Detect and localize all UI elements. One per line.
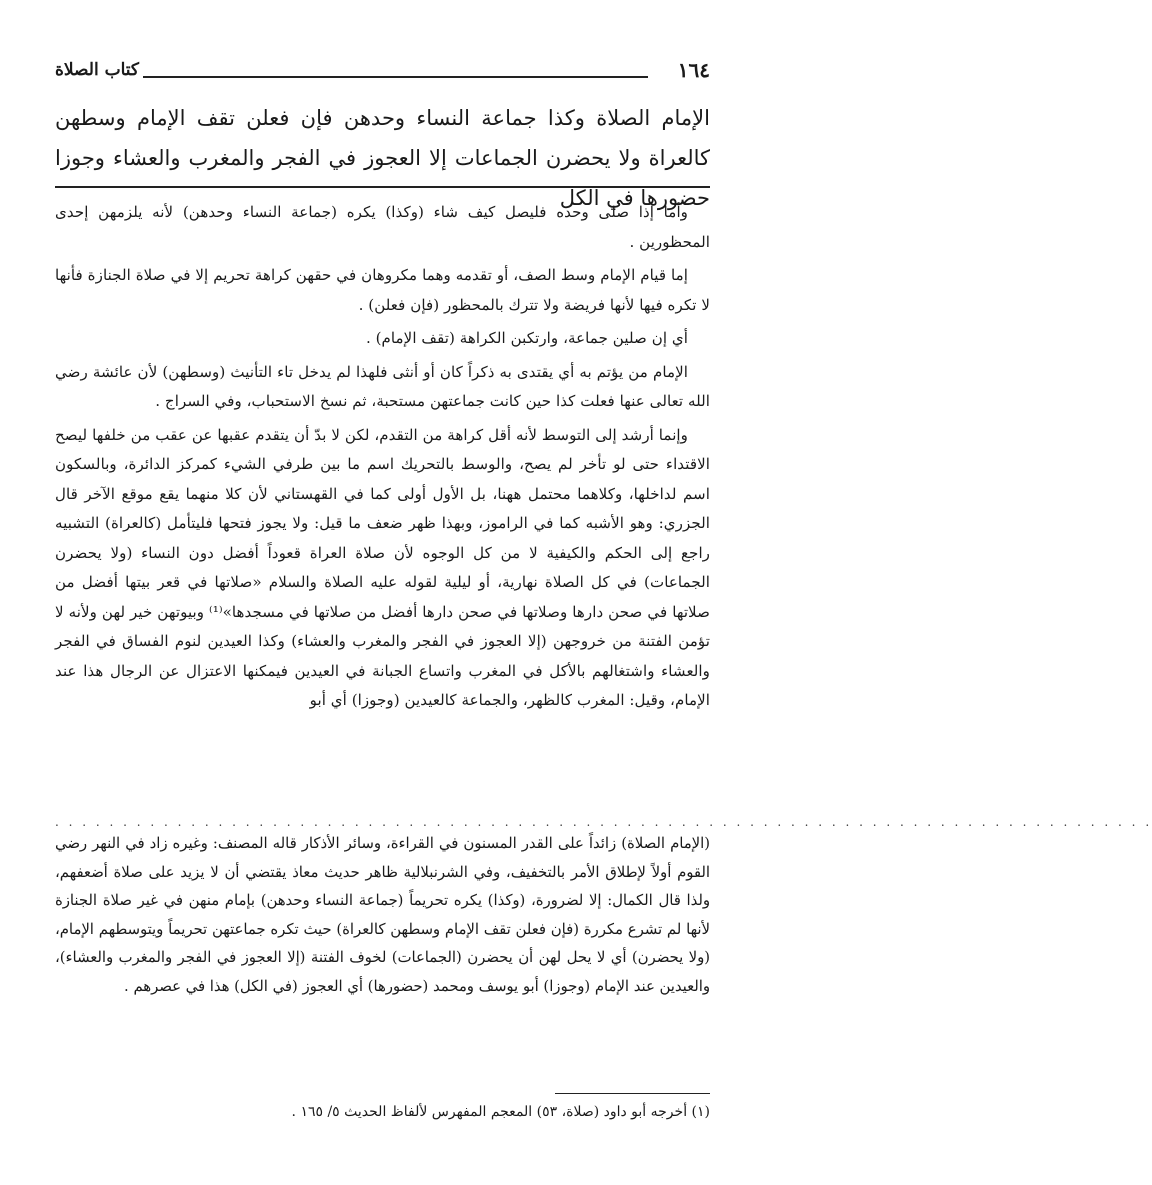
footnote: (١) أخرجه أبو داود (صلاة، ٥٣) المعجم المفهرس لألفاظ الحديث ٥/ ١٦٥ . — [291, 1104, 710, 1120]
matn-text: الإمام الصلاة وكذا جماعة النساء وحدهن فإن فعلن تقف الإمام وسطهن كالعراة ولا يحضرن الجماعات إلا العجوز في الفجر والمغرب والعشاء وجوزا حضورها في الكل — [55, 106, 710, 210]
running-title: كتاب الصلاة — [55, 60, 140, 80]
matn-divider — [55, 186, 710, 188]
hashiya-gloss: (الإمام الصلاة) زائداً على القدر المسنون في القراءة، وسائر الأذكار قاله المصنف: وغيره زاد في النهر رضي القوم أولاً لإطلاق الأمر بالتخفيف، وفي الشرنبلالية ظاهر حديث معاذ يقتضي أن لا يزيد على صلاة أضعفهم، ولذا قال الكمال: إلا لضرورة، (وكذا) يكره تحريماً (جماعة النساء وحدهن) بإمام منهن في غير صلاة الجنازة لأنها لم تشرع مكررة (فإن فعلن تقف الإمام وسطهن كالعراة) حيث تكره جماعتهن تحريماً ويتوسطهم الإمام، (ولا يحضرن) أي لا يحل لهن أن يحضرن (الجماعات) لخوف الفتنة (إلا العجوز في الفجر والمغرب والعشاء)، والعيدين عند الإمام (وجوزا) أبو يوسف ومحمد (حضورها) أي العجوز (في الكل) هذا في عصرهم . — [55, 835, 710, 995]
sharh-paragraph: وأما إذا صلى وحده فليصل كيف شاء (وكذا) يكره (جماعة النساء وحدهن) لأنه يلزمهن إحدى المحظورين . — [55, 203, 710, 251]
header-rule — [143, 76, 648, 78]
sharh-paragraph: الإمام من يؤتم به أي يقتدى به ذكراً كان أو أنثى فلهذا لم يدخل تاء التأنيث (وسطهن) لأن عائشة رضي الله تعالى عنها فعلت كذا حين كانت جماعتهن مستحبة، ثم نسخ الاستحباب، وفي السراج . — [55, 362, 710, 410]
dotted-divider: . . . . . . . . . . . . . . . . . . . . . . . . . . . . . . . . . . . . . . . . . . . . . . . . . . . . . . . . . . . . . . . . . . . . . . . . . . . . . . . . . — [55, 815, 1152, 829]
sharh-paragraph: أي إن صلين جماعة، وارتكبن الكراهة (تقف الإمام) . — [365, 329, 688, 347]
sharh-paragraph: إما قيام الإمام وسط الصف، أو تقدمه وهما مكروهان في حقهن كراهة تحريم إلا في صلاة الجنازة فأنها لا تكره فيها لأنها فريضة ولا تترك بالمحظور (فإن فعلن) . — [55, 266, 710, 314]
footnote-rule — [555, 1093, 710, 1094]
sharh-paragraph: وإنما أرشد إلى التوسط لأنه أقل كراهة من التقدم، لكن لا بدّ أن يتقدم عقبها عن عقب من خلفها ليصح الاقتداء حتى لو تأخر لم يصح، والوسط بالتحريك اسم ما بين طرفي الشيء كمركز الدائرة، وبالسكون اسم لداخلها، وكلاهما محتمل ههنا، بل الأول أولى كما في القهستاني لأن كلا منهما يقع موقع الآخر قال الجزري: وهو الأشبه كما في الراموز، وبهذا ظهر ضعف ما قيل: ولا يجوز فتحها فليتأمل (كالعراة) التشبيه راجع إلى الحكم والكيفية لا من كل الوجوه لأن صلاة العراة قعوداً أفضل دون النساء (ولا يحضرن الجماعات) في كل الصلاة نهارية، أو ليلية لقوله عليه الصلاة والسلام «صلاتها في قعر بيتها أفضل من صلاتها في صحن دارها وصلاتها في صحن دارها أفضل من صلاتها في مسجدها»⁽¹⁾ وبيوتهن خير لهن ولأنه لا تؤمن الفتنة من خروجهن (إلا العجوز في الفجر والمغرب والعشاء) وكذا العيدين لنوم الفساق في الفجر والعشاء واشتغالهم بالأكل في المغرب واتساع الجبانة في العيدين فيمكنها الاعتزال عن الرجال هذا عند الإمام، وقيل: المغرب كالظهر، والجماعة كالعيدين (وجوزا) أي أبو — [55, 425, 711, 709]
page-number: ١٦٤ — [677, 58, 710, 82]
sharh-commentary — [55, 198, 710, 720]
page-header — [55, 58, 710, 86]
